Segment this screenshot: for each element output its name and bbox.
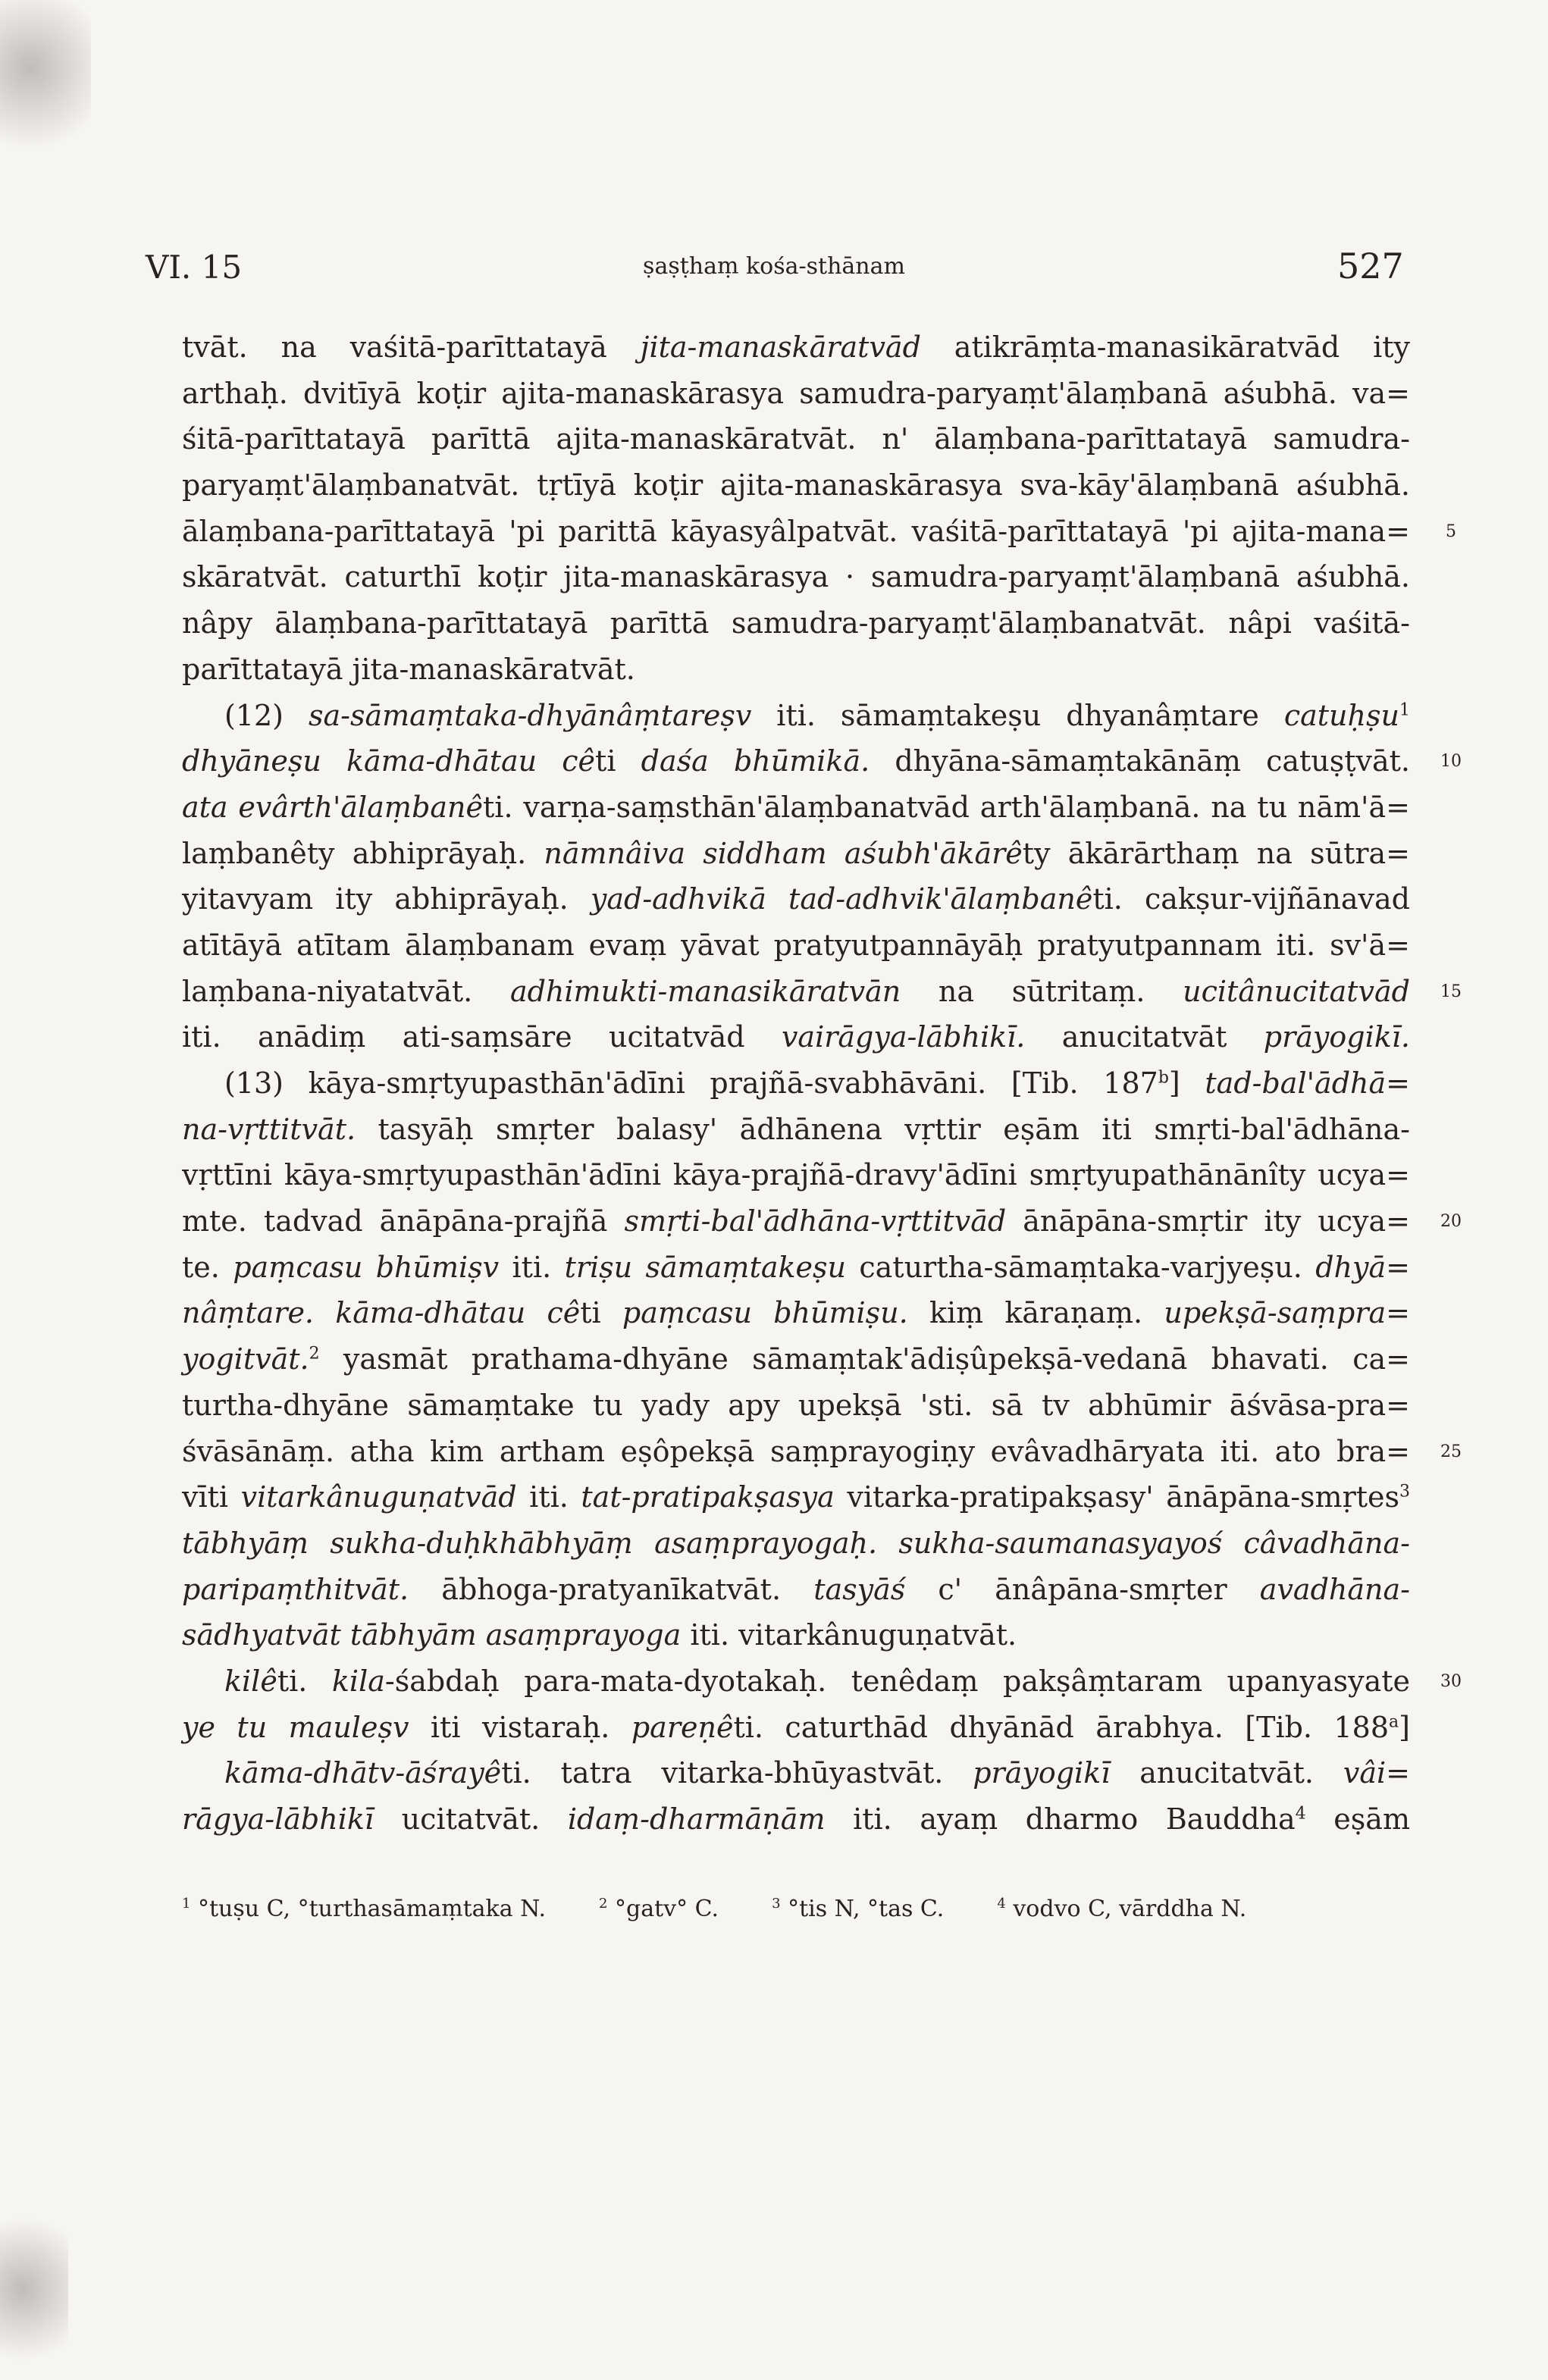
text-run: °tuṣu C, °turthasāmaṃtaka N. [190,1896,547,1923]
italic-text: paripaṃthitvāt. [182,1572,409,1606]
text-run: mte. tadvad ānāpāna-prajñā [182,1204,625,1239]
italic-text: jita-manaskāratvād [640,330,921,364]
text-run: c' ānâpāna-smṛter [905,1572,1260,1606]
line-number: 20 [1440,1212,1462,1232]
footnote-ref: 4 [1295,1804,1306,1824]
italic-text: daśa bhūmikā. [641,744,870,778]
text-run: yasmāt prathama-dhyāne sāmaṃtak'ādiṣûpekṣā-vedanā bhavati. ca= [319,1342,1410,1376]
scan-noise-top [0,0,91,167]
text-run: atikrāṃta-manasikāratvād ity [920,330,1411,364]
text-run: ābhoga-pratyanīkatvāt. [409,1572,814,1606]
text-run: laṃbana-niyatatvāt. [182,974,510,1008]
italic-text: nāmnâiva siddham aśubh'ākārê [544,836,1023,870]
italic-text: ye tu mauleṣv [182,1710,409,1744]
text-run: anucitatvāt [1025,1020,1264,1054]
footnote-ref: 3 [1399,1482,1410,1502]
footnote-ref: 3 [772,1896,781,1912]
text-run: laṃbanêty abhiprāyaḥ. [182,836,544,870]
italic-text: vairāgya-lābhikī. [781,1020,1026,1054]
text-run: °tis N, °tas C. [780,1896,945,1923]
text-run: caturtha-sāmaṃtaka-varjyeṣu. [845,1250,1316,1284]
text-line [182,554,1410,600]
footnote [997,1896,1246,1922]
italic-text: vâi= [1343,1756,1410,1790]
italic-text: avadhāna- [1259,1572,1410,1606]
text-line [182,1336,1410,1383]
text-line [182,1658,1410,1705]
text-line [182,1107,1410,1153]
text-line [182,1152,1410,1198]
text-line [182,1750,1410,1796]
text-run: eṣām [1305,1802,1410,1836]
text-line [182,1060,1410,1107]
italic-text: paṃcasu bhūmiṣv [233,1250,500,1284]
footnote-ref: 1 [1399,700,1410,719]
italic-text: tābhyāṃ sukha-duḥkhābhyāṃ asaṃprayogaḥ. [182,1526,878,1560]
footnote-ref: 4 [997,1896,1006,1912]
text-run: iti. [499,1250,565,1284]
italic-text: sukha-saumanasyayoś câvadhāna- [898,1526,1410,1560]
text-run: śitā-parīttatayā parīttā ajita-manaskāratvāt. n' ālaṃbana-parīttatayā samudra- [182,422,1410,456]
chapter-label: VI. 15 [146,249,243,286]
text-run [877,1527,898,1560]
text-line [182,1383,1410,1429]
text-line [182,647,1410,693]
line-number: 30 [1440,1672,1462,1692]
text-run: iti. anādiṃ ati-saṃsāre ucitatvād [182,1020,782,1054]
italic-text: triṣu sāmaṃtakeṣu [564,1250,846,1284]
footnote-ref: 2 [309,1344,320,1364]
text-run: turtha-dhyāne sāmaṃtake tu yady apy upekṣā 'sti. sā tv abhūmir āśvāsa-pra= [182,1388,1410,1422]
text-line [182,1567,1410,1613]
text-line [182,693,1410,739]
text-run: te. [182,1250,233,1284]
italic-text: kāma-dhātv-āśrayê [224,1756,502,1790]
italic-text: pareṇê [631,1710,734,1744]
text-run: dhyāna-sāmaṃtakānāṃ catuṣṭvāt. [870,744,1410,778]
text-line [182,876,1410,922]
italic-text: ata evârth'ālaṃbanê [182,790,484,824]
text-run: ānāpāna-smṛtir ity ucya= [1006,1204,1410,1239]
line-number: 10 [1440,752,1462,772]
italic-text: catuḥṣu [1283,698,1399,732]
text-line [182,416,1410,462]
text-run: skāratvāt. caturthī koṭir jita-manaskārasya · samudra-paryaṃt'ālaṃbanā aśubhā. [182,560,1410,594]
text-line [182,831,1410,877]
text-run: ti. [277,1664,332,1698]
line-number: 15 [1440,982,1462,1001]
footnote [182,1896,546,1922]
italic-text: kilê [224,1664,277,1698]
text-line [182,462,1410,509]
text-line [182,371,1410,417]
text-run: iti. ayaṃ dharmo Bauddha [825,1802,1296,1836]
text-run: ti. tatra vitarka-bhūyastvāt. [501,1756,973,1790]
text-run: ] [1168,1066,1205,1100]
text-line [182,1429,1410,1475]
text-run: vīti [182,1480,241,1514]
footnote-ref: 1 [182,1896,191,1912]
footnote-ref: b [1158,1068,1169,1088]
footnote-ref: a [1389,1711,1399,1731]
text-run: ti. cakṣur-vijñānavad [1092,882,1410,916]
line-number: 5 [1446,521,1456,541]
text-run: tasyāḥ smṛter balasy' ādhānena vṛttir eṣām iti smṛti-bal'ādhāna- [356,1112,1410,1146]
text-line [182,969,1410,1015]
text-run: atītāyā atītam ālaṃbanam evaṃ yāvat pratyutpannāyāḥ pratyutpannam iti. sv'ā= [182,928,1410,962]
text-line [182,1014,1410,1060]
footnote [772,1896,944,1922]
text-run: (13) kāya-smṛtyupasthān'ādīni prajñā-svabhāvāni. [Tib. 187 [224,1066,1158,1100]
text-run: ty ākārārthaṃ na sūtra= [1022,836,1411,870]
text-run: yitavyam ity abhiprāyaḥ. [182,882,591,916]
italic-text: dhyā= [1315,1250,1410,1284]
italic-text: dhyāneṣu kāma-dhātau cê [182,744,596,778]
italic-text: sa-sāmaṃtaka-dhyānâṃtareṣv [308,698,752,732]
page-header [0,243,1548,296]
italic-text: idaṃ-dharmāṇām [567,1802,826,1836]
running-title: ṣaṣṭhaṃ kośa-sthānam [643,253,905,280]
footnote [599,1896,719,1922]
italic-text: prāyogikī. [1263,1020,1410,1054]
italic-text: rāgya-lābhikī [182,1802,374,1836]
italic-text: sādhyatvāt tābhyām asaṃprayoga [182,1618,682,1652]
text-run: nâpy ālaṃbana-parīttatayā parīttā samudra-paryaṃt'ālaṃbanatvāt. nâpi vaśitā- [182,606,1410,640]
text-line [182,1290,1410,1336]
text-line [182,509,1410,555]
text-run: ] [1399,1710,1410,1744]
body-text [182,324,1410,1843]
text-line [182,922,1410,969]
italic-text: nâṃtare. kāma-dhātau cê [182,1296,581,1330]
italic-text: vitarkânuguṇatvād [240,1480,517,1514]
text-run: ucitatvāt. [374,1802,568,1836]
text-line [182,1474,1410,1520]
footnotes [182,1896,1395,1922]
text-run: tvāt. na vaśitā-parīttatayā [182,330,641,364]
footnote-ref: 2 [599,1896,608,1912]
text-run: ālaṃbana-parīttatayā 'pi parittā kāyasyâlpatvāt. vaśitā-parīttatayā 'pi ajita-mana= [182,514,1410,548]
page-number: 527 [1337,246,1404,287]
italic-text: upekṣā-saṃpra= [1164,1296,1411,1330]
italic-text: prāyogikī [973,1756,1111,1790]
text-run: parīttatayā jita-manaskāratvāt. [182,652,635,686]
text-run: iti. [516,1480,581,1514]
text-line [182,1796,1410,1843]
text-line [182,1705,1410,1751]
text-run: na sūtritaṃ. [901,974,1183,1008]
text-run: arthaḥ. dvitīyā koṭir ajita-manaskārasya samudra-paryaṃt'ālaṃbanā aśubhā. va= [182,376,1410,410]
italic-text: ucitânucitatvād [1183,974,1411,1008]
italic-text: yad-adhvikā tad-adhvik'ālaṃbanê [590,882,1093,916]
text-line [182,324,1410,371]
text-run: iti. sāmaṃtakeṣu dhyanâṃtare [751,698,1284,732]
text-line [182,1612,1410,1658]
text-line [182,784,1410,831]
line-number: 25 [1440,1442,1462,1461]
text-line [182,1245,1410,1291]
italic-text: tasyāś [813,1572,906,1606]
text-run: ti. varṇa-saṃsthān'ālaṃbanatvād arth'ālaṃbanā. na tu nām'ā= [483,790,1410,824]
italic-text: adhimukti-manasikāratvān [509,974,901,1008]
italic-text: yogitvāt. [182,1342,309,1376]
text-run: anucitatvāt. [1110,1756,1343,1790]
text-run: kiṃ kāraṇaṃ. [907,1296,1164,1330]
italic-text: paṃcasu bhūmiṣu. [622,1296,908,1330]
italic-text: kila [331,1664,385,1698]
text-run: śvāsānāṃ. atha kim artham eṣôpekṣā saṃprayogiṇy evâvadhāryata iti. ato bra= [182,1434,1410,1468]
text-line [182,738,1410,784]
text-run: iti vistaraḥ. [409,1710,631,1744]
text-run: ti. caturthād dhyānād ārabhya. [Tib. 188 [733,1710,1390,1744]
italic-text: tad-bal'ādhā= [1205,1066,1411,1100]
italic-text: smṛti-bal'ādhāna-vṛttitvād [624,1204,1007,1239]
text-run: °gatv° C. [607,1896,719,1923]
text-run: ti [595,744,641,778]
text-run: paryaṃt'ālaṃbanatvāt. tṛtīyā koṭir ajita-manaskārasya sva-kāy'ālaṃbanā aśubhā. [182,468,1410,503]
text-line [182,1520,1410,1567]
italic-text: tat-pratipakṣasya [581,1480,835,1514]
text-run: iti. vitarkânuguṇatvāt. [681,1618,1017,1652]
text-run: vṛttīni kāya-smṛtyupasthān'ādīni kāya-prajñā-dravy'ādīni smṛtyupathānānîty ucya= [182,1158,1410,1192]
text-run: vitarka-pratipakṣasy' ānāpāna-smṛtes [834,1480,1399,1514]
text-run: vodvo C, vārddha N. [1005,1896,1247,1923]
text-run: (12) [224,698,309,732]
text-run: ti [580,1296,622,1330]
text-line [182,600,1410,647]
scan-noise-bottom [0,2198,68,2380]
italic-text: na-vṛttitvāt. [182,1112,356,1146]
text-run: -śabdaḥ para-mata-dyotakaḥ. tenêdaṃ pakṣâṃtaram upanyasyate [384,1664,1410,1698]
text-line [182,1198,1410,1245]
